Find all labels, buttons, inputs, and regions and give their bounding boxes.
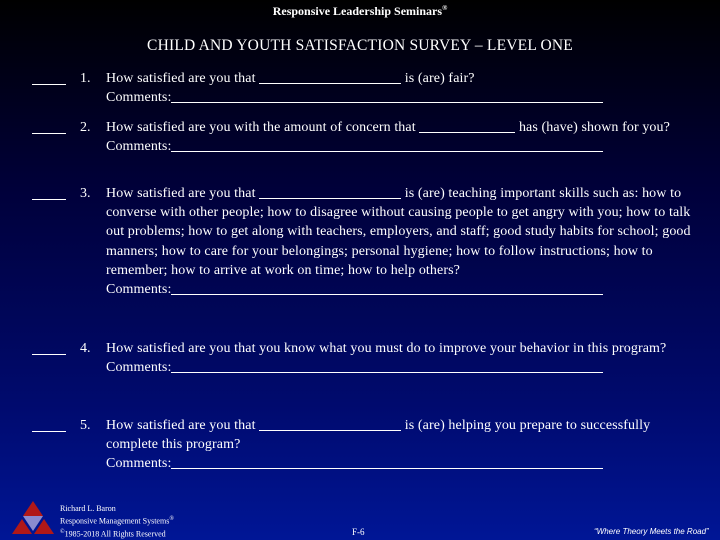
question-text-before: How satisfied are you that <box>106 418 256 433</box>
comments-line[interactable] <box>171 358 603 373</box>
question-number: 5. <box>80 418 91 433</box>
slogan: “Where Theory Meets the Road” <box>594 527 709 536</box>
comments-line[interactable] <box>171 454 603 469</box>
comments-label: Comments: <box>106 282 172 298</box>
triangle-logo-icon <box>10 500 56 536</box>
registered-mark: ® <box>169 516 174 522</box>
comments-label: Comments: <box>106 90 172 106</box>
question-number: 2. <box>80 120 91 135</box>
answer-blank[interactable] <box>32 69 66 85</box>
copyright-text: 1985-2018 All Rights Reserved <box>64 529 166 539</box>
comments-line[interactable] <box>171 280 603 295</box>
question-text <box>106 184 694 299</box>
comments-row <box>106 88 694 107</box>
footer-credit <box>60 503 174 539</box>
header-text: Responsive Leadership Seminars <box>272 4 443 18</box>
header <box>0 4 720 19</box>
comments-row <box>106 454 694 473</box>
question-number: 4. <box>80 341 91 356</box>
question-text <box>106 118 694 156</box>
page-number: F-6 <box>352 527 365 537</box>
question-text <box>106 339 694 377</box>
comments-label: Comments: <box>106 139 172 155</box>
comments-row <box>106 137 694 156</box>
comments-row <box>106 358 694 377</box>
question-text-after: is (are) fair? <box>404 71 475 86</box>
fill-in-blank[interactable] <box>259 416 401 431</box>
question-text-before: How satisfied are you that <box>106 71 256 86</box>
answer-blank[interactable] <box>32 118 66 134</box>
answer-blank[interactable] <box>32 416 66 432</box>
question-text-after: is (are) helping you prepare to successfully complete this program? <box>106 418 651 453</box>
question-text <box>106 69 694 107</box>
survey-title: CHILD AND YOUTH SATISFACTION SURVEY – LEVEL ONE <box>147 37 573 54</box>
fill-in-blank[interactable] <box>259 184 401 199</box>
question-text-before: How satisfied are you that <box>106 186 256 201</box>
credit-name: Richard L. Baron <box>60 504 116 513</box>
question-text-before: How satisfied are you that you know what you must do to improve your behavior in this program? <box>106 341 667 356</box>
fill-in-blank[interactable] <box>419 118 515 133</box>
comments-label: Comments: <box>106 360 172 376</box>
registered-mark: ® <box>442 4 448 12</box>
credit-org: Responsive Management Systems <box>60 516 170 526</box>
question-text-after: is (are) teaching important skills such as: how to converse with other people; how to disagree without causing people to get angry with you; how to talk out problems; how to get along with teachers, employers, and staff; good study habits for school; good manners; how to care for your belongings; personal hygiene; how to follow instructions; how to remember; how to arrive at work on time; how to help others? <box>106 186 691 278</box>
comments-label: Comments: <box>106 456 172 472</box>
copyright-row <box>60 527 174 540</box>
comments-row <box>106 280 694 299</box>
answer-blank[interactable] <box>32 184 66 200</box>
question-number: 1. <box>80 71 91 86</box>
question-number: 3. <box>80 186 91 201</box>
comments-line[interactable] <box>171 88 603 103</box>
question-text <box>106 416 694 474</box>
answer-blank[interactable] <box>32 339 66 355</box>
fill-in-blank[interactable] <box>259 69 401 84</box>
comments-line[interactable] <box>171 137 603 152</box>
question-text-after: has (have) shown for you? <box>518 120 670 135</box>
question-text-before: How satisfied are you with the amount of concern that <box>106 120 416 135</box>
copyright-mark: © <box>60 528 65 535</box>
credit-org-row <box>60 514 174 527</box>
